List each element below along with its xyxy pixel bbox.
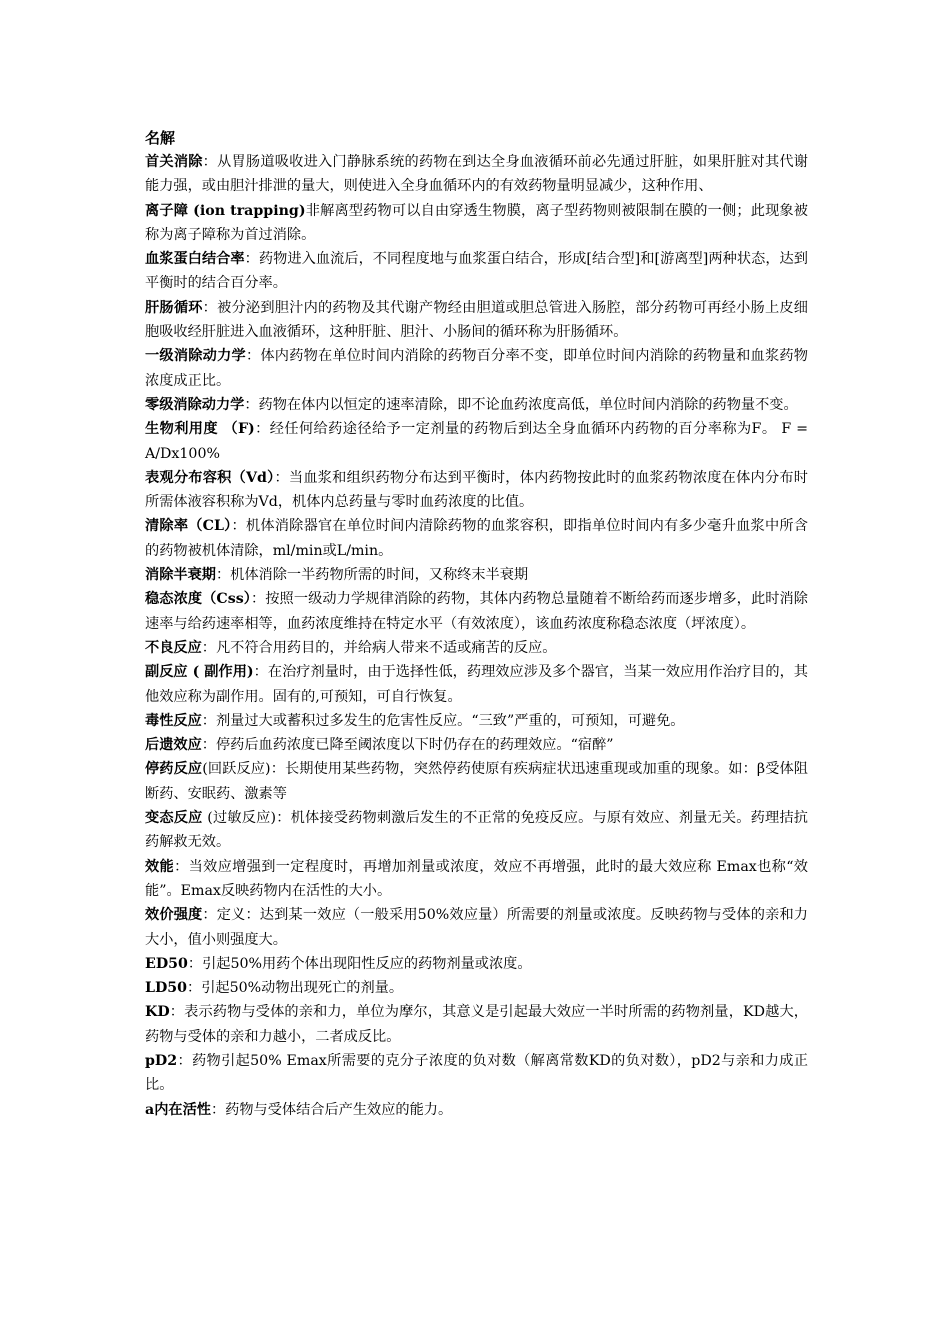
entry-term: 离子障 (ion trapping) bbox=[145, 202, 306, 219]
entry-term: 血浆蛋白结合率 bbox=[145, 251, 245, 268]
entry-definition: ：机体消除一半药物所需的时间，又称终末半衰期 bbox=[215, 567, 529, 584]
entry-term: 消除半衰期 bbox=[145, 567, 216, 584]
entry-term: 后遗效应 bbox=[145, 737, 202, 754]
definition-entry bbox=[145, 660, 808, 709]
definition-entry bbox=[145, 976, 808, 1000]
entry-definition: ：机体消除器官在单位时间内清除药物的血浆容积，即指单位时间内有多少毫升血浆中所含的药物被机体清除，ml/min或L/min。 bbox=[145, 518, 808, 559]
entry-definition: ：机体接受药物刺激后发生的不正常的免疫反应。与原有效应、剂量无关。药理拮抗药解救无效。 bbox=[145, 810, 808, 851]
entry-definition: ：在治疗剂量时，由于选择性低，药理效应涉及多个器官，当某一效应用作治疗目的，其他效应称为副作用。固有的,可预知，可自行恢复。 bbox=[145, 664, 808, 705]
definition-list bbox=[145, 150, 808, 1122]
entry-term: 肝肠循环 bbox=[145, 299, 203, 316]
entry-term: 生物利用度 （F) bbox=[145, 421, 255, 438]
definition-entry bbox=[145, 757, 808, 806]
definition-entry bbox=[145, 247, 808, 296]
entry-definition: ：按照一级动力学规律消除的药物，其体内药物总量随着不断给药而逐步增多，此时消除速率与给药速率相等，血药浓度维持在特定水平（有效浓度），该血药浓度称稳态浓度（坪浓度）。 bbox=[145, 591, 808, 632]
definition-entry bbox=[145, 199, 808, 248]
entry-definition: ：体内药物在单位时间内消除的药物百分率不变，即单位时间内消除的药物量和血浆药物浓度成正比。 bbox=[145, 348, 808, 389]
entry-term: 首关消除 bbox=[145, 154, 203, 170]
entry-definition: ：当血浆和组织药物分布达到平衡时，体内药物按此时的血浆药物浓度在体内分布时所需体液容积称为Vd，机体内总药量与零时血药浓度的比值。 bbox=[145, 469, 808, 511]
definition-entry bbox=[145, 1098, 808, 1122]
entry-term: 稳态浓度（Css） bbox=[145, 591, 251, 608]
entry-definition: ：停药后血药浓度已降至阈浓度以下时仍存在的药理效应。“宿醉” bbox=[201, 737, 614, 754]
entry-term-note: (回跃反应) bbox=[202, 761, 271, 778]
definition-entry bbox=[145, 1049, 808, 1098]
entry-term: 停药反应 bbox=[145, 761, 203, 778]
entry-term: a内在活性 bbox=[145, 1101, 211, 1118]
definition-entry bbox=[145, 733, 808, 757]
entry-term: 毒性反应 bbox=[145, 712, 202, 729]
entry-definition: ：当效应增强到一定程度时，再增加剂量或浓度，效应不再增强，此时的最大效应称 Emax也称“效能”。Emax反映药物内在活性的大小。 bbox=[145, 858, 808, 899]
document-title: 名解 bbox=[145, 129, 176, 147]
entry-term-note: (过敏反应) bbox=[202, 810, 276, 827]
definition-entry bbox=[145, 150, 808, 199]
entry-term: LD50 bbox=[145, 980, 188, 997]
entry-definition: ：长期使用某些药物，突然停药使原有疾病症状迅速重现或加重的现象。如：β受体阻断药、安眠药、激素等 bbox=[145, 761, 808, 802]
entry-definition: ：被分泌到胆汁内的药物及其代谢产物经由胆道或胆总管进入肠腔，部分药物可再经小肠上皮细胞吸收经肝脏进入血液循环，这种肝脏、胆汁、小肠间的循环称为肝肠循环。 bbox=[145, 299, 808, 341]
definition-entry bbox=[145, 587, 808, 636]
entry-definition: ：药物进入血流后，不同程度地与血浆蛋白结合，形成[结合型]和[游离型]两种状态，达到平衡时的结合百分率。 bbox=[145, 251, 808, 292]
entry-term: 副反应 ( 副作用) bbox=[145, 664, 254, 681]
entry-term: 一级消除动力学 bbox=[145, 348, 246, 365]
definition-entry bbox=[145, 952, 808, 976]
entry-term: 清除率（CL） bbox=[145, 518, 232, 535]
definition-entry bbox=[145, 563, 808, 587]
entry-term: pD2 bbox=[145, 1052, 178, 1069]
definition-entry bbox=[145, 296, 808, 345]
definition-entry bbox=[145, 393, 808, 417]
definition-entry bbox=[145, 709, 808, 733]
definition-entry bbox=[145, 344, 808, 393]
entry-definition: ：定义：达到某一效应（一般采用50%效应量）所需要的剂量或浓度。反映药物与受体的亲和力大小，值小则强度大。 bbox=[145, 907, 808, 948]
entry-term: 零级消除动力学 bbox=[145, 396, 245, 413]
definition-entry bbox=[145, 514, 808, 563]
entry-definition: ：从胃肠道吸收进入门静脉系统的药物在到达全身血液循环前必先通过肝脏，如果肝脏对其代谢能力强，或由胆汁排泄的量大，则使进入全身血循环内的有效药物量明显减少，这种作用、 bbox=[145, 154, 808, 195]
entry-term: 表观分布容积（Vd） bbox=[145, 469, 275, 486]
definition-entry bbox=[145, 466, 808, 515]
entry-definition: ：引起50%动物出现死亡的剂量。 bbox=[187, 980, 404, 997]
definition-entry bbox=[145, 1000, 808, 1049]
entry-definition: ：表示药物与受体的亲和力，单位为摩尔，其意义是引起最大效应一半时所需的药物剂量，KD越大，药物与受体的亲和力越小，二者成反比。 bbox=[145, 1004, 808, 1045]
entry-definition: ：药物引起50% Emax所需要的克分子浓度的负对数（解离常数KD的负对数），pD2与亲和力成正比。 bbox=[145, 1052, 808, 1094]
entry-definition: ：凡不符合用药目的，并给病人带来不适或痛苦的反应。 bbox=[201, 639, 557, 656]
entry-definition: 非解离型药物可以自由穿透生物膜，离子型药物则被限制在膜的一侧；此现象被称为离子障称为首过消除。 bbox=[145, 202, 808, 243]
entry-definition: ：药物在体内以恒定的速率清除，即不论血药浓度高低，单位时间内消除的药物量不变。 bbox=[244, 396, 798, 413]
definition-entry bbox=[145, 855, 808, 904]
entry-term: KD bbox=[145, 1004, 170, 1021]
definition-entry bbox=[145, 636, 808, 660]
definition-entry bbox=[145, 903, 808, 952]
definition-entry bbox=[145, 806, 808, 855]
entry-definition: ：经任何给药途径给予一定剂量的药物后到达全身血循环内药物的百分率称为F。 F = A/Dx100% bbox=[145, 421, 808, 462]
entry-term: 不良反应 bbox=[145, 639, 202, 656]
entry-definition: ：剂量过大或蓄积过多发生的危害性反应。“三致”严重的，可预知，可避免。 bbox=[201, 712, 685, 729]
entry-definition: ：引起50%用药个体出现阳性反应的药物剂量或浓度。 bbox=[187, 955, 532, 972]
entry-term: 效价强度 bbox=[145, 907, 203, 924]
entry-definition: ：药物与受体结合后产生效应的能力。 bbox=[210, 1101, 453, 1118]
entry-term: 效能 bbox=[145, 858, 175, 875]
entry-term: ED50 bbox=[145, 955, 188, 972]
definition-entry bbox=[145, 417, 808, 466]
entry-term: 变态反应 bbox=[145, 810, 203, 827]
